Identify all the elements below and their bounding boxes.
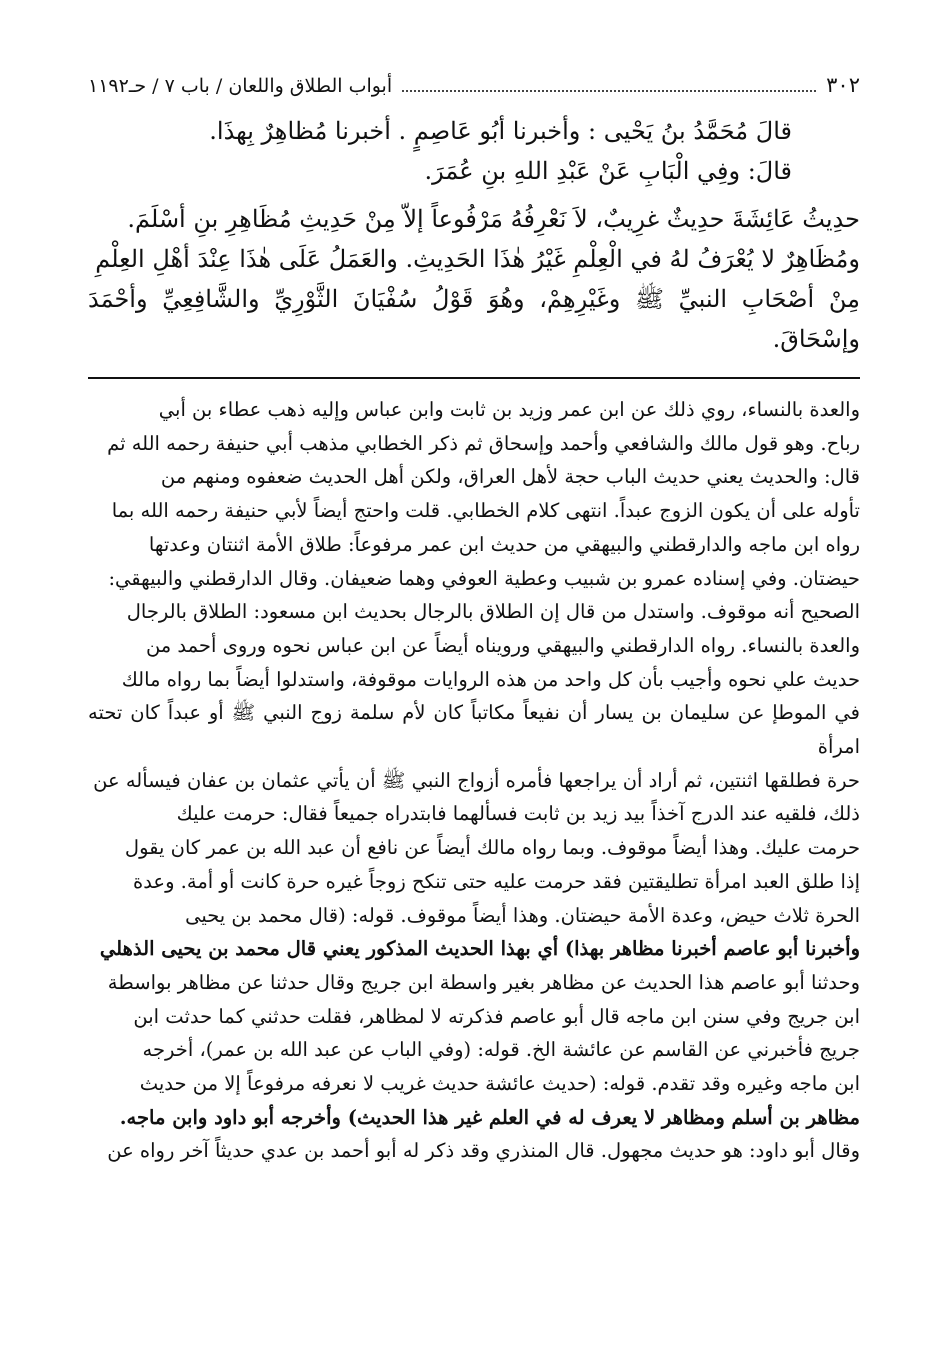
- commentary-line: تأوله على أن يكون الزوج عبداً. انتهى كلام الخطابي. قلت واحتج أيضاً لأبي حنيفة رحمه الله بما: [111, 499, 860, 523]
- chapter-title: أبواب الطلاق واللعان / باب ٧ / حـ١١٩٢: [88, 75, 393, 97]
- commentary-line: الصحيح أنه موقوف. واستدل من قال إن الطلاق بالرجال بحديث ابن مسعود: الطلاق بالرجال: [126, 600, 860, 624]
- commentary-line: وقال أبو داود: هو حديث مجهول. قال المنذري وقد ذكر له أبو أحمد بن عدي حديثاً آخر رواه عن: [107, 1139, 860, 1163]
- commentary-line: حرة فطلقها اثنتين، ثم أراد أن يراجعها فأمره أزواج النبي ﷺ أن يأتي عثمان بن عفان فيسأله عن: [93, 768, 860, 792]
- commentary-line: إذا طلق العبد امرأة تطليقتين فقد حرمت عليه حتى تنكح زوجاً غيره حرة كانت أو أمة. وعدة: [132, 869, 860, 893]
- commentary-line: في الموطإ عن سليمان بن يسار أن نفيعاً مكاتباً كان لأم سلمة زوج النبي ﷺ أو عبداً كان تحته امرأة: [88, 701, 860, 759]
- hadith-text: [88, 111, 860, 359]
- commentary-text: [88, 393, 860, 1168]
- footnote-separator: [88, 377, 860, 379]
- hadith-line: قالَ: وفِي الْبَابِ عَنْ عَبْدِ اللهِ بنِ عُمَرَ.: [424, 157, 792, 185]
- hadith-line: قالَ مُحَمَّدُ بنُ يَحْيى : وأخبرنا أبُو عَاصِمٍ . أخبرنا مُظاهِرٌ بِهذَا.: [209, 117, 792, 145]
- book-page: [88, 72, 860, 1168]
- commentary-line: رباح. وهو قول مالك والشافعي وأحمد وإسحاق ثم ذكر الخطابي مذهب أبي حنيفة رحمه الله ثم: [107, 431, 860, 455]
- commentary-line: مظاهر بن أسلم ومظاهر لا يعرف له في العلم غير هذا الحديث) وأخرجه أبو داود وابن ماجه.: [119, 1105, 860, 1129]
- page-number: ٣٠٢: [826, 73, 860, 97]
- commentary-line: ابن ماجه وغيره وقد تقدم. قوله: (حديث عائشة حديث غريب لا نعرفه مرفوعاً إلا من حديث: [139, 1072, 860, 1096]
- commentary-line: رواه ابن ماجه والدارقطني والبيهقي من حديث ابن عمر مرفوعاً: طلاق الأمة اثنتان وعدتها: [148, 532, 860, 556]
- running-header: [88, 72, 860, 105]
- commentary-line: الحرة ثلاث حيض، وعدة الأمة حيضتان. وهذا أيضاً موقوف. قوله: (قال محمد بن يحيى: [185, 903, 860, 927]
- commentary-line: والعدة بالنساء، روي ذلك عن ابن عمر وزيد بن ثابت وابن عباس وإليه ذهب عطاء بن أبي: [158, 398, 860, 421]
- commentary-line: وحدثنا أبو عاصم هذا الحديث عن مظاهر بغير واسطة ابن جريج وقال حدثنا عن مظاهر بواسطة: [107, 970, 860, 994]
- commentary-line: جريج فأخبرني عن القاسم عن عائشة الخ. قوله: (وفي الباب عن عبد الله بن عمر)، أخرجه: [142, 1038, 860, 1062]
- hadith-line: مِنْ أصْحَابِ النبيِّ ﷺ وغَيْرِهِمْ، وهُوَ قَوْلُ سُفْيَانَ الثَّوْرِيِّ والشَّافِعِيِّ وأحْمَدَ وإسْحَاقَ.: [88, 285, 860, 353]
- commentary-line: ابن جريج وفي سنن ابن ماجه قال أبو عاصم فذكرته لا لمظاهر، فقلت حدثني كما حدثت ابن: [133, 1004, 860, 1028]
- commentary-line: والعدة بالنساء. رواه الدارقطني والبيهقي ورويناه أيضاً عن ابن عباس نحوه وروى أحمد من: [145, 633, 860, 657]
- header-dotted-leader: [402, 89, 816, 92]
- commentary-line: حرمت عليك. وهذا أيضاً موقوف. وبما رواه مالك أيضاً عن نافع أن عبد الله بن عمر كان يقول: [124, 836, 860, 860]
- commentary-line: قال: والحديث يعني حديث الباب حجة لأهل العراق، ولكن أهل الحديث ضعفوه ومنهم من: [160, 465, 860, 489]
- commentary-line: حديث علي نحوه وأجيب بأن كل واحد من هذه الروايات موقوفة، واستدلوا أيضاً بما رواه مالك: [121, 667, 860, 691]
- hadith-line: حدِيثُ عَائِشَةَ حدِيثٌ غرِيبٌ، لاَ نَعْرِفُهُ مَرْفُوعاً إلاّ مِنْ حَدِيثِ مُظَاهِرِ بنِ أسْلَمَ.: [127, 205, 860, 233]
- commentary-line: حيضتان. وفي إسناده عمرو بن شبيب وعطية العوفي وهما ضعيفان. وقال الدارقطني والبيهقي:: [108, 566, 860, 590]
- hadith-line: ومُظَاهِرٌ لا يُعْرَفُ لهُ في الْعِلْمِ غَيْرُ هٰذَا الحَدِيثِ. والعَمَلُ عَلَى هٰذَا عِنْدَ أهْلِ العِلْمِ: [95, 245, 860, 273]
- commentary-line: ذلك، فلقيه عند الدرج آخذاً بيد زيد بن ثابت فسألهما فابتدراه جميعاً فقال: حرمت عليك: [176, 802, 860, 826]
- commentary-line: وأخبرنا أبو عاصم أخبرنا مظاهر بهذا) أي بهذا الحديث المذكور يعني قال محمد بن يحيى الذهلي: [99, 937, 860, 961]
